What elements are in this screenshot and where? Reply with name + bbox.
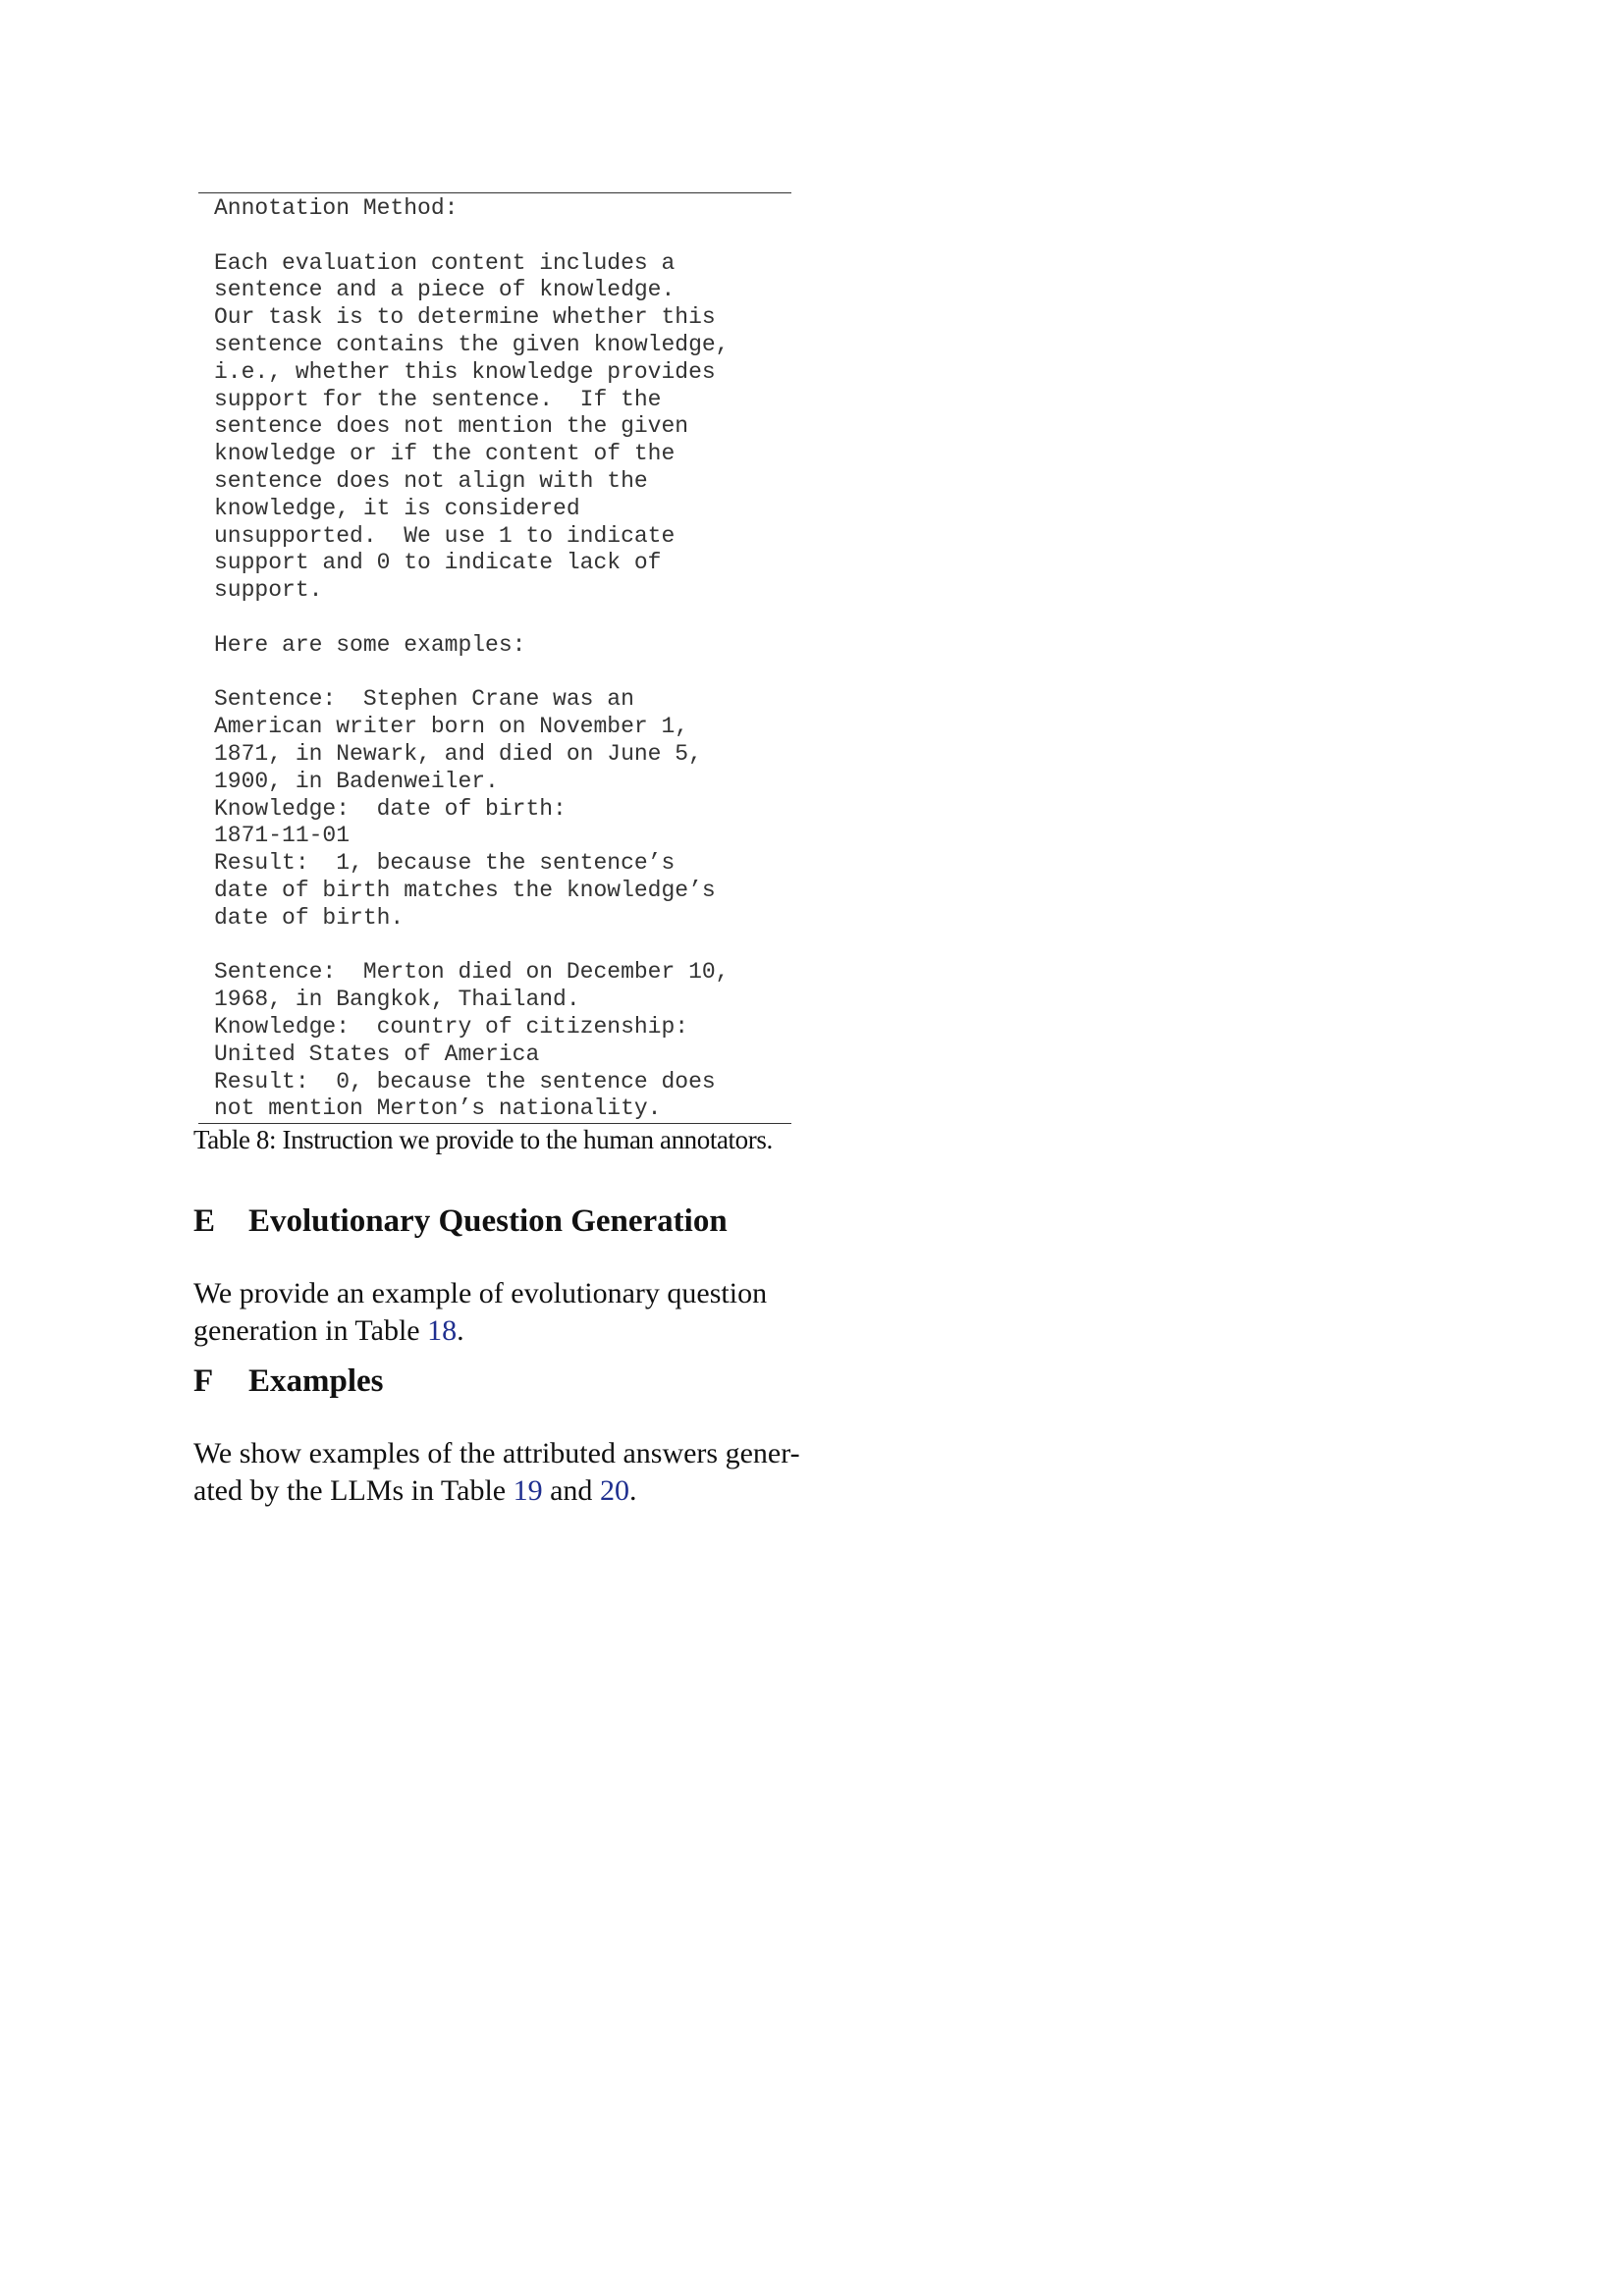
table-text-line: Here are some examples: [214, 631, 526, 658]
section-e-line-2-end: . [457, 1314, 464, 1347]
table-text-line: 1968, in Bangkok, Thailand. [214, 987, 580, 1013]
table-19-link[interactable]: 19 [513, 1474, 543, 1507]
section-e-number: E [193, 1203, 216, 1239]
section-e-heading [193, 1203, 728, 1240]
table-text-line: support for the sentence. If the [214, 386, 662, 412]
section-f-line-2-text: ated by the LLMs in Table [193, 1474, 514, 1507]
table-text-line: Knowledge: country of citizenship: [214, 1013, 689, 1040]
table-text-line: Our task is to determine whether this [214, 304, 716, 331]
table-text-line: i.e., whether this knowledge provides [214, 358, 716, 385]
table-text-line: not mention Merton’s nationality. [214, 1095, 662, 1122]
table-text-line: Result: 1, because the sentence’s [214, 850, 676, 877]
section-f-title: Examples [248, 1363, 384, 1399]
section-e-paragraph [193, 1275, 802, 1350]
section-e-line-1: We provide an example of evolutionary question [193, 1277, 768, 1309]
table-text-line: 1871, in Newark, and died on June 5, [214, 740, 702, 767]
section-e-title: Evolutionary Question Generation [248, 1203, 728, 1239]
section-e-line-2-text: generation in Table [193, 1314, 428, 1347]
table-text-line: support and 0 to indicate lack of [214, 550, 662, 576]
table-text-line: knowledge, it is considered [214, 495, 580, 521]
table-text-line: date of birth matches the knowledge’s [214, 877, 716, 903]
table-text-line: Result: 0, because the sentence does [214, 1068, 716, 1095]
table-text-line: sentence does not mention the given [214, 413, 689, 440]
table-text-line: date of birth. [214, 904, 405, 931]
section-f-paragraph [193, 1435, 802, 1510]
section-f-line-2-end: . [628, 1474, 637, 1507]
table-caption: Table 8: Instruction we provide to the human annotators. [193, 1125, 773, 1154]
section-f-line-2-mid: and [542, 1474, 600, 1507]
table-text-line: sentence does not align with the [214, 467, 648, 494]
section-f-line-2 [193, 1472, 802, 1510]
table-text-line: 1871-11-01 [214, 823, 351, 849]
table-mono-content [198, 193, 791, 1123]
table-text-line: Each evaluation content includes a [214, 249, 676, 276]
table-text-line: knowledge or if the content of the [214, 441, 676, 467]
blank-line [214, 933, 791, 960]
table-text-line: unsupported. We use 1 to indicate [214, 522, 676, 549]
table-text-line: Knowledge: date of birth: [214, 795, 567, 822]
table-text-line: Sentence: Merton died on December 10, [214, 959, 730, 986]
section-e-line-2 [193, 1312, 802, 1350]
table-text-line: sentence and a piece of knowledge. [214, 277, 676, 303]
table-text-line: Sentence: Stephen Crane was an [214, 686, 634, 713]
table-text-line: Annotation Method: [214, 195, 459, 221]
annotation-instruction-table [198, 192, 791, 1124]
table-text-line: sentence contains the given knowledge, [214, 331, 730, 357]
table-20-link[interactable]: 20 [599, 1474, 629, 1507]
section-f-line-1: We show examples of the attributed answers gener- [193, 1437, 800, 1469]
table-text-line: American writer born on November 1, [214, 714, 689, 740]
table-text-line: United States of America [214, 1041, 540, 1067]
blank-line [214, 223, 791, 250]
section-f-heading [193, 1363, 384, 1400]
table-text-line: 1900, in Badenweiler. [214, 768, 499, 794]
blank-line [214, 605, 791, 632]
table-text-line: support. [214, 577, 323, 604]
blank-line [214, 660, 791, 687]
section-f-number: F [193, 1363, 214, 1399]
table-18-link[interactable]: 18 [427, 1314, 458, 1347]
